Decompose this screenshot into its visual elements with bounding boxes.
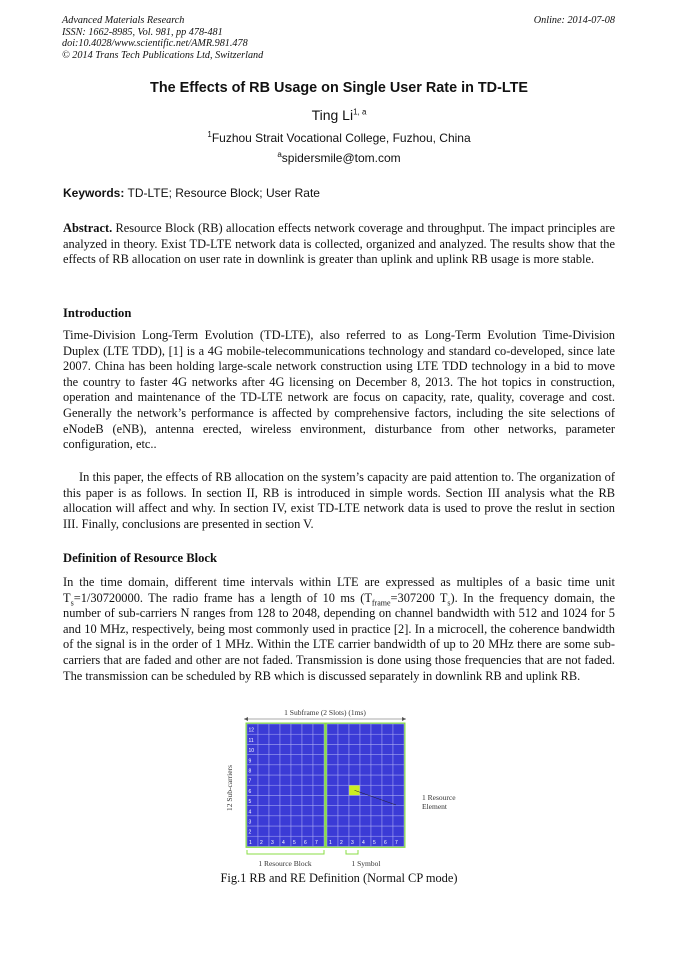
re-label-2: Element [422, 802, 447, 811]
subcarrier-number: 12 [248, 727, 255, 734]
resource-element [338, 816, 349, 826]
resource-element [291, 734, 302, 744]
journal-copyright: © 2014 Trans Tech Publications Ltd, Switzerland [62, 49, 264, 61]
resource-element [302, 724, 313, 734]
abstract-text: Resource Block (RB) allocation effects network coverage and throughput. The impact principles are analyzed in theory. Exist TD-LTE network data is collected, organized and analyzed. The results show that the effects of RB allocation on user rate in downlink is greater than uplink and uplink RB usage is more stable. [63, 221, 615, 267]
keywords-text: TD-LTE; Resource Block; User Rate [127, 186, 320, 200]
rb-sub-frame: frame [371, 598, 391, 608]
resource-element [371, 826, 382, 836]
journal-name: Advanced Materials Research [62, 15, 185, 26]
resource-element [382, 816, 393, 826]
resource-element [382, 826, 393, 836]
rb-section-heading: Definition of Resource Block [63, 551, 218, 565]
resource-element [269, 765, 280, 775]
resource-element [382, 744, 393, 754]
rb-sub-s1: s [70, 598, 74, 608]
resource-element [269, 724, 280, 734]
resource-element [360, 755, 371, 765]
resource-element [269, 816, 280, 826]
resource-element [327, 724, 338, 734]
resource-element [269, 744, 280, 754]
symbol-number: 7 [395, 839, 398, 846]
resource-element [280, 785, 291, 795]
resource-element [393, 734, 404, 744]
resource-element [382, 765, 393, 775]
resource-element [302, 806, 313, 816]
resource-element [302, 765, 313, 775]
rb-bracket [247, 850, 324, 854]
resource-element [382, 775, 393, 785]
abstract [63, 221, 615, 268]
resource-element [269, 826, 280, 836]
resource-element [302, 785, 313, 795]
resource-element [393, 806, 404, 816]
symbol-bracket [346, 850, 358, 854]
abstract-label: Abstract. [63, 221, 113, 235]
resource-element [313, 806, 324, 816]
symbol-number: 4 [282, 839, 285, 846]
resource-element [327, 744, 338, 754]
rb-re-figure [220, 703, 460, 871]
resource-element [291, 775, 302, 785]
resource-element [302, 755, 313, 765]
symbol-number: 1 [329, 839, 332, 846]
resource-element [269, 795, 280, 805]
resource-element [393, 795, 404, 805]
resource-element [313, 765, 324, 775]
resource-element [382, 755, 393, 765]
subcarrier-number: 7 [248, 778, 252, 785]
symbol-number: 5 [293, 839, 296, 846]
symbol-label: 1 Symbol [351, 859, 381, 868]
resource-element [360, 775, 371, 785]
email-text[interactable]: spidersmile@tom.com [281, 151, 401, 165]
resource-element [382, 724, 393, 734]
resource-element [338, 765, 349, 775]
resource-element [349, 755, 360, 765]
subcarrier-number: 5 [248, 799, 252, 806]
resource-element [338, 744, 349, 754]
resource-element [349, 826, 360, 836]
resource-element [258, 775, 269, 785]
resource-element [371, 785, 382, 795]
resource-element [338, 806, 349, 816]
subframe-arrow-right [402, 717, 406, 721]
resource-element [280, 826, 291, 836]
resource-element [327, 755, 338, 765]
resource-element [280, 734, 291, 744]
resource-element [327, 826, 338, 836]
resource-element [349, 765, 360, 775]
resource-element [371, 806, 382, 816]
resource-element [269, 785, 280, 795]
resource-element [338, 795, 349, 805]
resource-element [393, 785, 404, 795]
resource-element [371, 724, 382, 734]
paper-title: The Effects of RB Usage on Single User Rate in TD-LTE [150, 80, 528, 96]
resource-element [302, 775, 313, 785]
resource-element [258, 816, 269, 826]
resource-element [291, 785, 302, 795]
resource-element [302, 826, 313, 836]
resource-element [291, 806, 302, 816]
keywords-label: Keywords: [63, 186, 125, 200]
rb-grid-diagram [220, 703, 460, 871]
resource-element [269, 806, 280, 816]
subcarrier-number: 3 [248, 819, 252, 826]
symbol-number: 1 [249, 839, 252, 846]
resource-element [360, 765, 371, 775]
resource-element [313, 734, 324, 744]
journal-header [62, 15, 615, 61]
resource-element [258, 744, 269, 754]
subcarrier-number: 11 [248, 737, 254, 744]
resource-element [327, 785, 338, 795]
resource-element [371, 775, 382, 785]
rb-text-a: In the time domain, different time intervals within LTE are expressed as multiples of a basic time unit T [63, 575, 615, 605]
resource-element [338, 775, 349, 785]
resource-element [313, 816, 324, 826]
rb-text-b: =1/30720000. The radio frame has a length of 10 ms (T [73, 590, 372, 605]
resource-element [371, 765, 382, 775]
resource-element [349, 816, 360, 826]
resource-element [280, 744, 291, 754]
resource-element [313, 744, 324, 754]
resource-element [280, 775, 291, 785]
resource-element [371, 816, 382, 826]
symbol-number: 3 [351, 839, 354, 846]
resource-element [258, 806, 269, 816]
resource-element [382, 806, 393, 816]
resource-element [280, 816, 291, 826]
symbol-number: 6 [384, 839, 387, 846]
journal-issn: ISSN: 1662-8985, Vol. 981, pp 478-481 [62, 26, 223, 38]
keywords [63, 186, 615, 200]
resource-element [360, 744, 371, 754]
resource-element [371, 734, 382, 744]
author-name: Ting Li [311, 107, 354, 123]
resource-element [291, 816, 302, 826]
resource-element [371, 744, 382, 754]
resource-element [313, 785, 324, 795]
subcarriers-label: 12 Sub-carriers [225, 764, 234, 812]
introduction-heading: Introduction [63, 306, 132, 320]
resource-element [258, 765, 269, 775]
resource-element [280, 765, 291, 775]
symbol-number: 5 [373, 839, 376, 846]
resource-element [338, 785, 349, 795]
resource-element [313, 755, 324, 765]
rb-text-d: ). In the frequency domain, the number of sub-carriers N ranges from 128 to 2048, depending on channel bandwidth with 512 and 1024 for 5 and 10 MHz, respectively, being most commonly used in practice [2]. In a microcell, the coherence bandwidth of the signal is in the order of 1 MHz. Within the LTE carrier bandwidth of up to 20 MHz there are some sub-carriers that are faded and other are not faded. Transmission is done using those frequencies that are not faded. The transmission can be scheduled by RB which is discussed separately in downlink RB and uplink RB. [63, 590, 615, 683]
resource-element [302, 816, 313, 826]
resource-element [258, 785, 269, 795]
resource-element [291, 765, 302, 775]
email-mark: a [277, 150, 282, 159]
introduction-paragraph-2: In this paper, the effects of RB allocation on the system’s capacity are paid attention to. The organization of this paper is as follows. In section II, RB is introduced in simple words. Section III analysis what the RB allocation will affect and why. In section IV, exist TD-LTE network data is used to prove the reslut in section III. Finally, conclusions are presented in section V. [63, 470, 615, 531]
figure-caption: Fig.1 RB and RE Definition (Normal CP mode) [220, 871, 458, 885]
affiliation-mark: 1 [207, 130, 212, 139]
resource-element [360, 816, 371, 826]
subcarrier-number: 4 [248, 809, 252, 816]
rb-label: 1 Resource Block [258, 859, 312, 868]
resource-element [360, 826, 371, 836]
resource-element [393, 744, 404, 754]
resource-element [302, 795, 313, 805]
resource-element [360, 806, 371, 816]
resource-element [349, 734, 360, 744]
resource-element [258, 826, 269, 836]
resource-element [371, 755, 382, 765]
online-date: Online: 2014-07-08 [533, 15, 615, 26]
resource-element [393, 755, 404, 765]
symbol-number: 3 [271, 839, 274, 846]
resource-element [393, 826, 404, 836]
re-label-1: 1 Resource [422, 793, 456, 802]
resource-element [360, 785, 371, 795]
resource-element [258, 734, 269, 744]
rb-section-paragraph [63, 575, 615, 684]
resource-element [327, 775, 338, 785]
resource-element [327, 816, 338, 826]
rb-text-c: =307200 T [390, 590, 448, 605]
resource-element [393, 724, 404, 734]
symbol-number: 4 [362, 839, 365, 846]
resource-element [291, 744, 302, 754]
resource-element [393, 816, 404, 826]
resource-element [382, 734, 393, 744]
subcarrier-number: 6 [248, 788, 252, 795]
resource-element [291, 755, 302, 765]
rb-sub-s2: s [447, 598, 451, 608]
resource-element [258, 795, 269, 805]
resource-element [338, 826, 349, 836]
resource-element [313, 775, 324, 785]
resource-grid [246, 723, 406, 848]
resource-element [258, 724, 269, 734]
resource-element [349, 806, 360, 816]
resource-element [360, 795, 371, 805]
resource-element [280, 806, 291, 816]
resource-element [280, 755, 291, 765]
resource-element [360, 734, 371, 744]
resource-element [302, 744, 313, 754]
resource-element [291, 826, 302, 836]
resource-element [349, 775, 360, 785]
affiliation-text: Fuzhou Strait Vocational College, Fuzhou, China [211, 131, 471, 145]
subcarrier-number: 10 [248, 748, 255, 755]
affiliation [0, 131, 678, 145]
resource-element [349, 744, 360, 754]
symbol-number: 2 [260, 839, 263, 846]
subcarrier-number: 9 [248, 758, 252, 765]
resource-element [382, 785, 393, 795]
resource-element [338, 755, 349, 765]
resource-element [349, 795, 360, 805]
resource-element [327, 795, 338, 805]
subframe-arrow-left [244, 717, 248, 721]
resource-element [313, 795, 324, 805]
resource-element [393, 765, 404, 775]
resource-element [349, 724, 360, 734]
symbol-number: 7 [315, 839, 318, 846]
subframe-label: 1 Subframe (2 Slots) (1ms) [284, 708, 366, 717]
introduction-paragraph-1: Time-Division Long-Term Evolution (TD-LTE), also referred to as Long-Term Evolution Time-Division Duplex (LTE TDD), [1] is a 4G mobile-telecommunications technology and standard co-developed, since late 2007. China has been holding large-scale network construction using LTE TDD technology in a bid to move the country to faster 4G networks after 4G licensing on December 8, 2013. The hot topics in construction, operation and maintenance of the TD-LTE network are focus on capacity, rate, quality, coverage and cost. Generally the network’s performance is affected by comprehensive factors, including the site selections of eNodeB (eNB), antenna erected, wireless environment, disturbance from other networks, parameter configuration, etc.. [63, 328, 615, 452]
symbol-number: 6 [304, 839, 307, 846]
resource-element [338, 724, 349, 734]
resource-element [338, 734, 349, 744]
resource-element [280, 724, 291, 734]
author-marks: 1, a [353, 107, 367, 117]
resource-element [393, 775, 404, 785]
symbol-number: 2 [340, 839, 343, 846]
resource-element [327, 734, 338, 744]
resource-element [269, 734, 280, 744]
journal-doi: doi:10.4028/www.scientific.net/AMR.981.478 [62, 38, 248, 49]
resource-element [327, 765, 338, 775]
subcarrier-number: 8 [248, 768, 252, 775]
resource-element [269, 755, 280, 765]
author-line [0, 107, 678, 123]
resource-element [269, 775, 280, 785]
resource-element [291, 795, 302, 805]
resource-element [280, 795, 291, 805]
resource-element [313, 724, 324, 734]
resource-element [258, 755, 269, 765]
resource-element [302, 734, 313, 744]
subcarrier-number: 2 [248, 829, 252, 836]
resource-element [360, 724, 371, 734]
resource-element [313, 826, 324, 836]
resource-element [291, 724, 302, 734]
resource-element [327, 806, 338, 816]
email [0, 151, 678, 165]
